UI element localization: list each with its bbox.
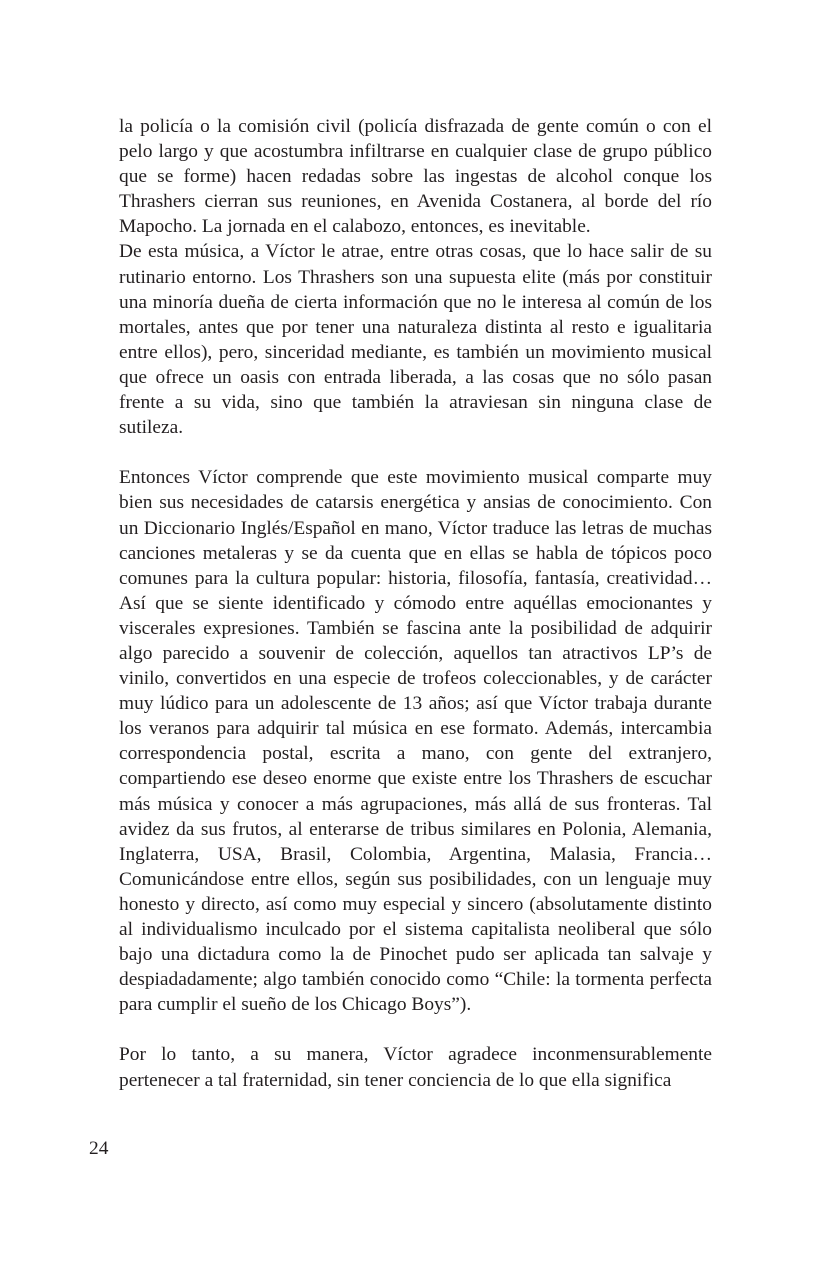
paragraph: Por lo tanto, a su manera, Víctor agradece inconmensurablemente pertenecer a tal fraternidad, sin tener conciencia de lo que ella significa — [119, 1044, 712, 1091]
paragraph: Entonces Víctor comprende que este movimiento musical comparte muy bien sus necesidades de catarsis energética y ansias de conocimiento. Con un Diccionario Inglés/Español en mano, Víctor traduce las letras de muchas canciones metaleras y se da cuenta que en ellas se habla de tópicos poco comunes para la cultura popular: historia, filosofía, fantasía, creatividad… Así que se siente identificado y cómodo entre aquéllas emocionantes y viscerales expresiones. También se fascina ante la posibilidad de adquirir algo parecido a souvenir de colección, aquellos tan atractivos LP’s de vinilo, convertidos en una especie de trofeos coleccionables, y de carácter muy lúdico para un adolescente de 13 años; así que Víctor trabaja durante los veranos para adquirir tal música en ese formato. Además, intercambia correspondencia postal, escrita a mano, con gente del extranjero, compartiendo ese deseo enorme que existe entre los Thrashers de escuchar más música y conocer a más agrupaciones, más allá de sus fronteras. Tal avidez da sus frutos, al enterarse de tribus similares en Polonia, Alemania, Inglaterra, USA, Brasil, Colombia, Argentina, Malasia, Francia… Comunicándose entre ellos, según sus posibilidades, con un lenguaje muy honesto y directo, así como muy especial y sincero (absolutamente distinto al individualismo inculcado por el sistema capitalista neoliberal que sólo bajo una dictadura como la de Pinochet pudo ser aplicada tan salvaje y despiadadamente; algo también conocido como “Chile: la tormenta perfecta para cumplir el sueño de los Chicago Boys”). — [119, 467, 712, 1016]
body-text — [119, 114, 712, 1093]
paragraph: De esta música, a Víctor le atrae, entre otras cosas, que lo hace salir de su rutinario entorno. Los Thrashers son una supuesta elite (más por constituir una minoría dueña de cierta información que no le interesa al común de los mortales, antes que por tener una naturaleza distinta al resto e igualitaria entre ellos), pero, sinceridad mediante, es también un movimiento musical que ofrece un oasis con entrada liberada, a las cosas que no sólo pasan frente a su vida, sino que también la atraviesan sin ninguna clase de sutileza. — [119, 241, 712, 439]
paragraph: la policía o la comisión civil (policía disfrazada de gente común o con el pelo largo y que acostumbra infiltrarse en cualquier clase de grupo público que se forme) hacen redadas sobre las ingestas de alcohol conque los Thrashers cierran sus reuniones, en Avenida Costanera, al borde del río Mapocho. La jornada en el calabozo, entonces, es inevitable. — [119, 116, 712, 238]
page-number: 24 — [89, 1138, 109, 1159]
